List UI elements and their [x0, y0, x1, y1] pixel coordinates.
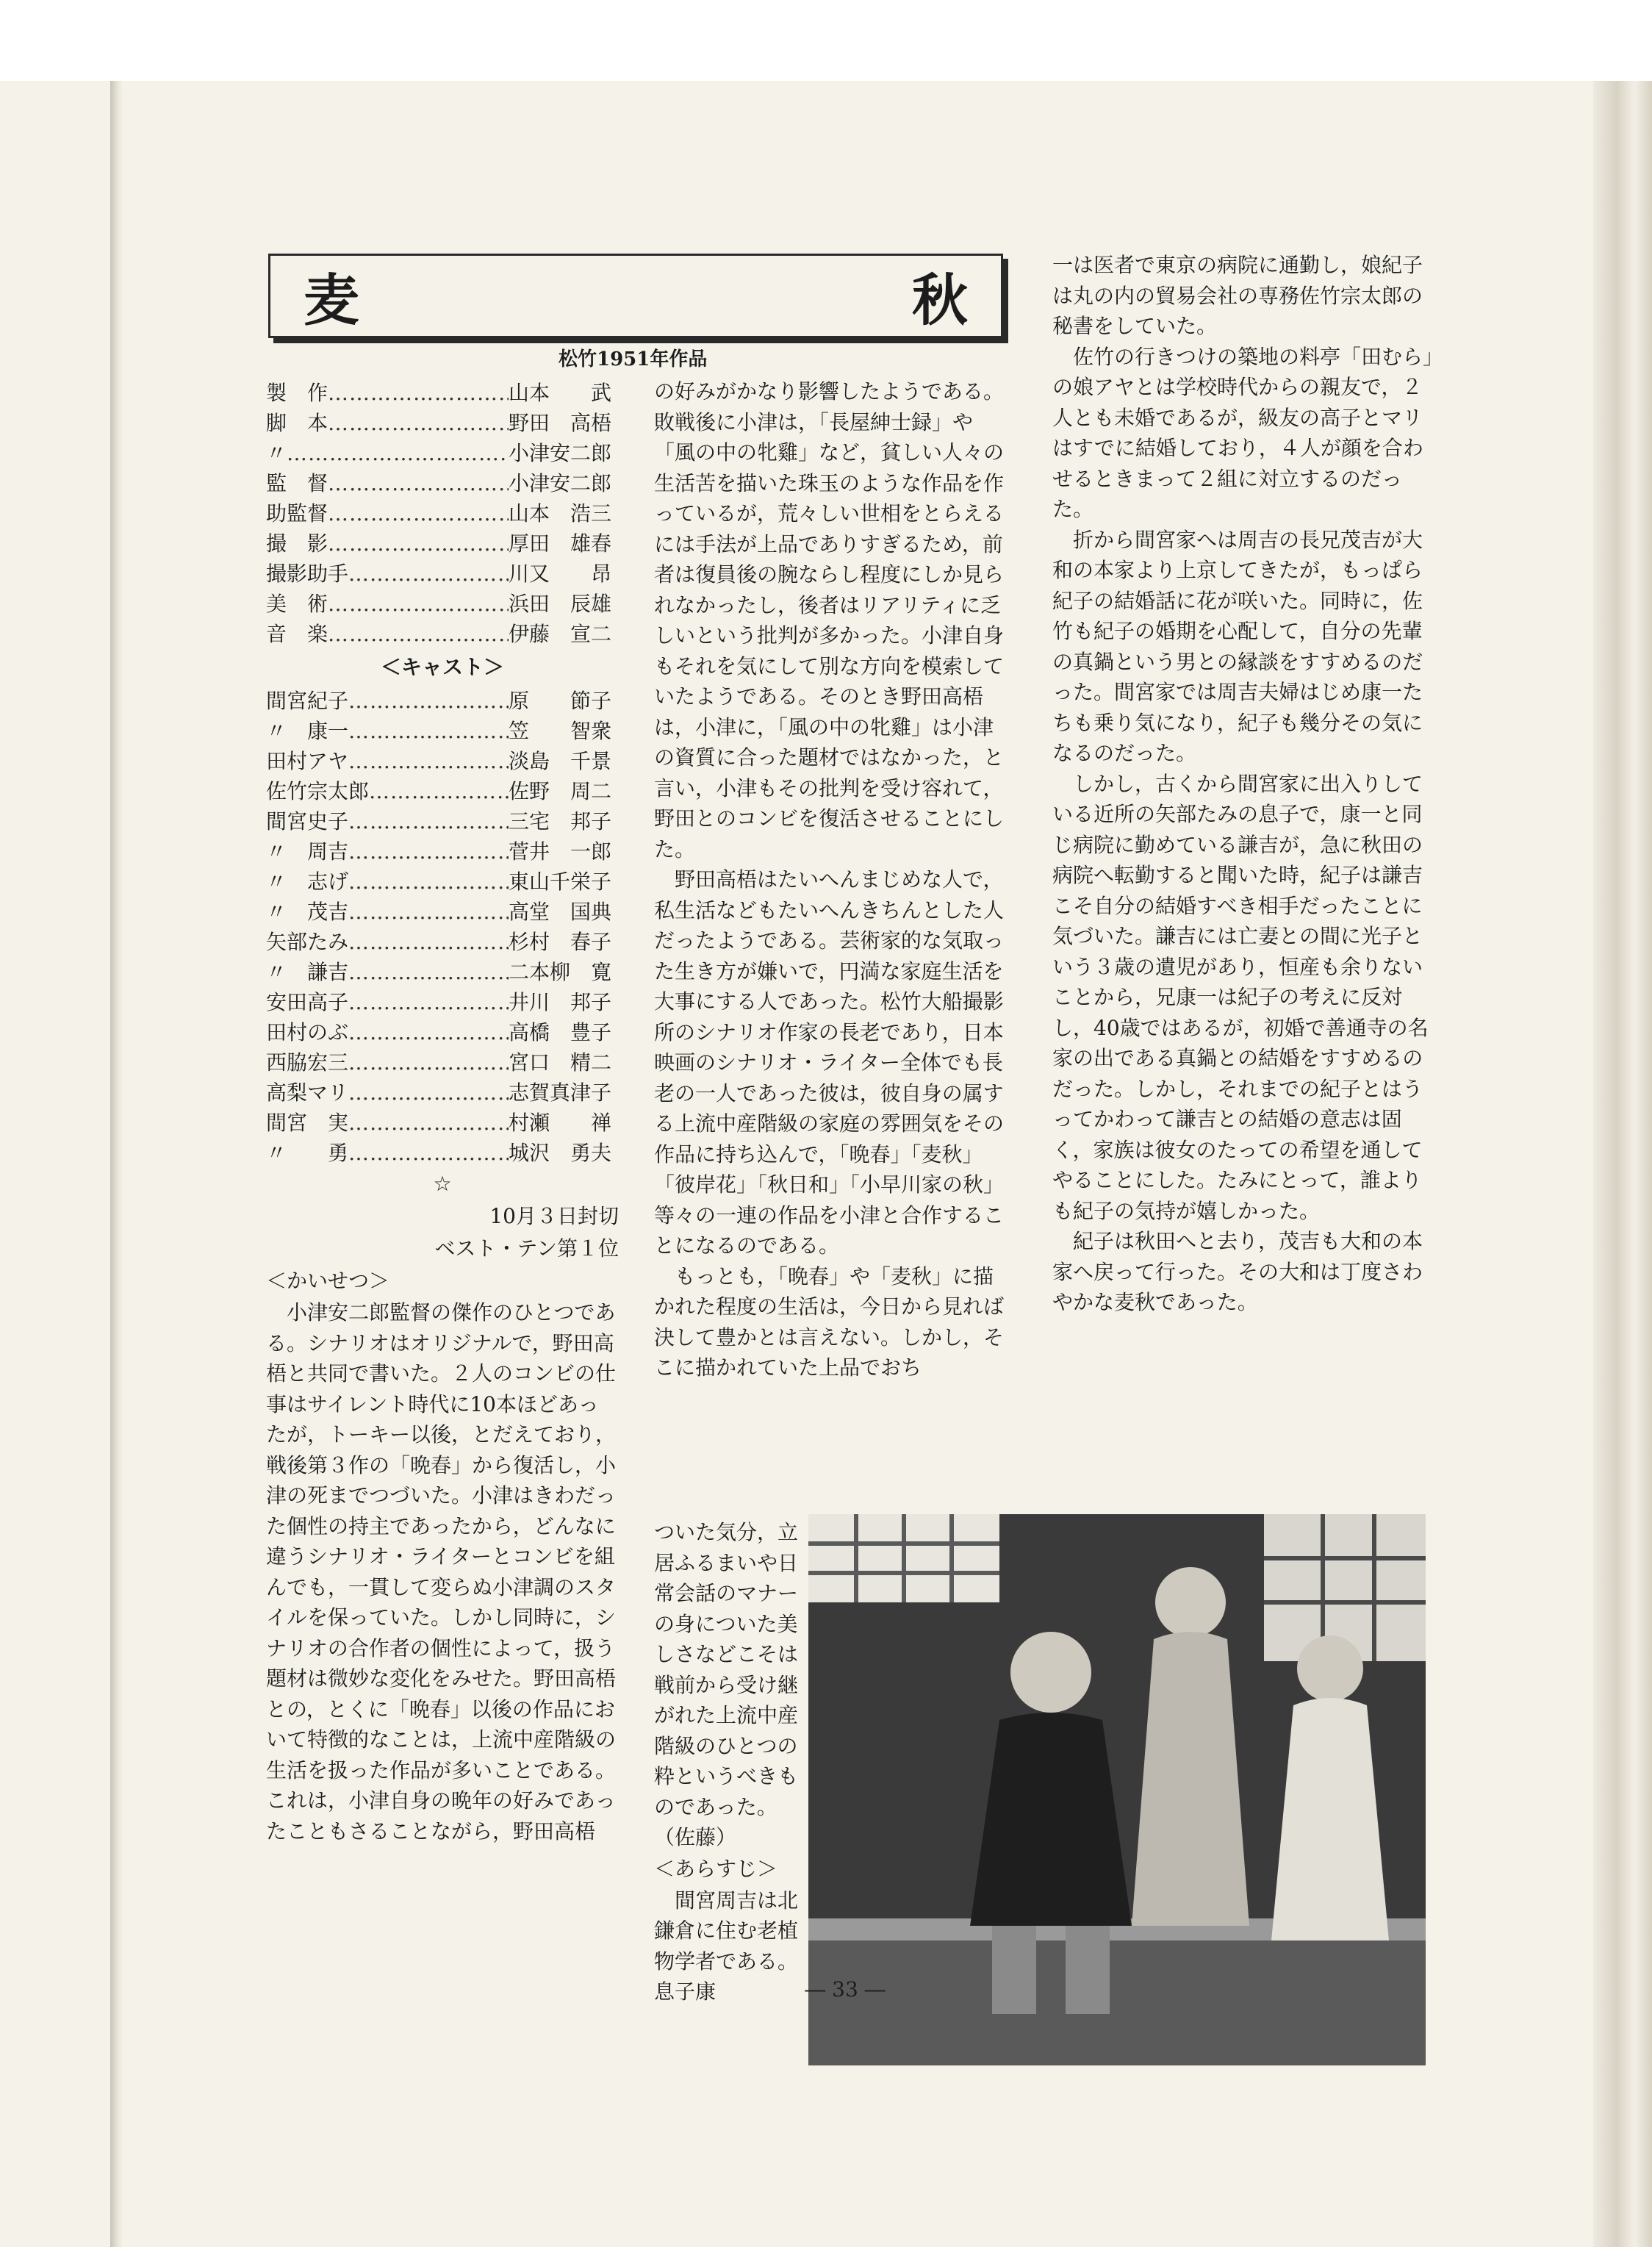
cast-role: 〃 茂吉	[266, 900, 349, 924]
cast-role: 田村のぶ	[266, 1020, 349, 1044]
synopsis-p2: 佐竹の行きつけの築地の料亭「田むら」の娘アヤとは学校時代からの親友で，２人とも未婚であるが，級友の高子とマリはすでに結婚しており，４人が顔を合わせるときまって２組に対立するのだった。	[1052, 344, 1434, 521]
commentary-heading: ＜かいせつ＞	[266, 1269, 390, 1293]
synopsis-heading: ＜あらすじ＞	[654, 1856, 778, 1881]
credit-role: 監 督	[266, 471, 328, 495]
cast-row	[266, 957, 619, 987]
cast-row	[266, 1108, 619, 1138]
credit-row	[266, 559, 619, 589]
commentary-narrow-text: ついた気分，立居ふるまいや日常会話のマナーの身についた美しさなどこそは戦前から受け継がれた上流中産階級のひとつの粋というべきものであった。（佐藤）	[654, 1520, 799, 1849]
synopsis-p3: 折から間宮家へは周吉の長兄茂吉が大和の本家より上京してきたが，もっぱら紀子の結婚話に花が咲いた。同時に，佐竹も紀子の婚期を心配して，自分の先輩の真鍋という男との縁談をすすめるのだった。間宮家では周吉夫婦はじめ康一たちも乗り気になり，紀子も幾分その気になるのだった。	[1052, 527, 1423, 765]
credit-row	[266, 438, 619, 468]
credit-row	[266, 408, 619, 438]
cast-name: 城沢 勇夫	[509, 1141, 612, 1165]
cast-role: 佐竹宗太郎	[266, 779, 370, 803]
cast-row	[266, 686, 619, 716]
credit-role: 撮 影	[266, 531, 328, 556]
credit-row	[266, 619, 619, 649]
column-2-narrow	[654, 1517, 801, 2007]
credit-role: 美 術	[266, 592, 328, 616]
cast-name: 淡島 千景	[509, 749, 612, 773]
credit-name: 小津安二郎	[509, 471, 612, 495]
credit-role: 〃	[266, 441, 287, 465]
cast-role: 間宮 実	[266, 1111, 349, 1135]
page-number: ― 33 ―	[805, 1977, 886, 2001]
commentary-col2-p1: の好みがかなり影響したようである。敗戦後に小津は，「長屋紳士録」や「風の中の牝雞」など，貧しい人々の生活苦を描いた珠玉のような作品を作っているが，荒々しい世相をとらえるには手法が上品でありすぎるため，前者は復員後の腕ならし程度にしか見られなかったし，後者はリアリティに乏しいという批判が多かった。小津自身もそれを気にして別な方向を模索していたようである。そのとき野田高梧は，小津に，「風の中の牝雞」は小津の資質に合った題材ではなかった，と言い，小津もその批判を受け容れて，野田とのコンビを復活させることにした。	[654, 379, 1005, 861]
title-char-1: 麦	[304, 268, 359, 333]
cast-role: 〃 康一	[266, 719, 349, 743]
ranking: ベスト・テン第１位	[434, 1236, 619, 1261]
credit-name: 山本 武	[509, 381, 612, 405]
commentary-col2-p2: 野田高梧はたいへんまじめな人で，私生活などもたいへんきちんとした人だったようである。芸術家的な気取った生き方が嫌いで，円満な家庭生活を大事にする人であった。松竹大船撮影所のシナリオ作家の長老であり，日本映画のシナリオ・ライター全体でも長老の一人であった彼は，彼自身の属する上流中産階級の家庭の雰囲気をその作品に持ち込んで，「晩春」「麦秋」「彼岸花」「秋日和」「小早川家の秋」等々の一連の作品を小津と合作することになるのである。	[654, 867, 1005, 1258]
synopsis-narrow-text: 間宮周吉は北鎌倉に住む老植物学者である。息子康	[654, 1888, 799, 2004]
cast-role: 田村アヤ	[266, 749, 349, 773]
credit-role: 製 作	[266, 381, 328, 405]
cast-name: 村瀬 禅	[509, 1111, 612, 1135]
cast-name: 菅井 一郎	[509, 839, 612, 864]
cast-row	[266, 987, 619, 1017]
cast-row	[266, 927, 619, 957]
credit-name: 浜田 辰雄	[509, 592, 612, 616]
cast-role: 高梨マリ	[266, 1081, 349, 1105]
page-binding	[110, 81, 123, 2247]
cast-name: 高橋 豊子	[509, 1020, 612, 1044]
cast-name: 三宅 邦子	[509, 809, 612, 834]
credit-name: 山本 浩三	[509, 501, 612, 526]
cast-row	[266, 897, 619, 927]
cast-role: 〃 周吉	[266, 839, 349, 864]
credit-row	[266, 528, 619, 559]
cast-role: 間宮紀子	[266, 689, 349, 713]
synopsis-p1: 一は医者で東京の病院に通勤し，娘紀子は丸の内の貿易会社の専務佐竹宗太郎の秘書をしていた。	[1052, 253, 1423, 338]
cast-name: 原 節子	[509, 689, 612, 713]
credit-role: 音 楽	[266, 622, 328, 646]
cast-role: 〃 謙吉	[266, 960, 349, 984]
cast-row	[266, 1017, 619, 1047]
title-char-2: 秋	[912, 268, 968, 333]
synopsis-p5: 紀子は秋田へと去り，茂吉も大和の本家へ戻って行った。その大和は丁度さわやかな麦秋であった。	[1052, 1229, 1423, 1314]
credit-row	[266, 468, 619, 498]
page-edge	[1593, 81, 1652, 2247]
cast-name: 笠 智衆	[509, 719, 612, 743]
cast-row	[266, 746, 619, 776]
credit-name: 野田 高梧	[509, 411, 612, 435]
credit-name: 厚田 雄春	[509, 531, 612, 556]
cast-name: 東山千栄子	[509, 870, 612, 894]
credit-role: 助監督	[266, 501, 328, 526]
credit-name: 川又 昂	[509, 562, 612, 586]
cast-role: 〃 志げ	[266, 870, 349, 894]
cast-role: 西脇宏三	[266, 1050, 349, 1075]
credit-row	[266, 589, 619, 619]
cast-row	[266, 1138, 619, 1168]
cast-name: 宮口 精二	[509, 1050, 612, 1075]
cast-role: 安田高子	[266, 990, 349, 1014]
cast-role: 矢部たみ	[266, 930, 349, 954]
cast-name: 杉村 春子	[509, 930, 612, 954]
credit-row	[266, 498, 619, 528]
commentary-col2-p3: もっとも，「晩春」や「麦秋」に描かれた程度の生活は，今日から見れば決して豊かとは言えない。しかし，そこに描かれていた上品でおち	[654, 1264, 1005, 1380]
commentary-col1-text: 小津安二郎監督の傑作のひとつである。シナリオはオリジナルで，野田高梧と共同で書いた。２人のコンビの仕事はサイレント時代に10本ほどあったが，トーキー以後，とだえており，戦後第３作の「晩春」から復活し，小津の死までつづいた。小津はきわだった個性の持主であったから，どんなに違うシナリオ・ライターとコンビを組んでも，一貫して変らぬ小津調のスタイルを保っていた。しかし同時に，シナリオの合作者の個性によって，扱う題材は微妙な変化をみせた。野田高梧との，とくに「晩春」以後の作品において特徴的なことは，上流中産階級の生活を扱った作品が多いことである。これは，小津自身の晩年の好みであったこともさることながら，野田高梧	[266, 1300, 617, 1843]
cast-row	[266, 716, 619, 746]
synopsis-p4: しかし，古くから間宮家に出入りしている近所の矢部たみの息子で，康一と同じ病院に勤めている謙吉が，急に秋田の病院へ転勤すると聞いた時，紀子は謙吉こそ自分の結婚すべき相手だったことに気づいた。謙吉には亡妻との間に光子という３歳の遺児があり，恒産も余りないことから，兄康一は紀子の考えに反対し，40歳ではあるが，初婚で善通寺の名家の出である真鍋との結婚をすすめるのだった。しかし，それまでの紀子とはうってかわって謙吉との結婚の意志は固く，家族は彼女のたっての希望を通してやることにした。たみにとって，誰よりも紀子の気持が嬉しかった。	[1052, 771, 1429, 1223]
release-date: 10月３日封切	[489, 1204, 619, 1228]
cast-row	[266, 1078, 619, 1108]
credit-name: 小津安二郎	[509, 441, 612, 465]
star-divider: ☆	[433, 1172, 452, 1196]
credits-list	[266, 378, 619, 1846]
cast-row	[266, 867, 619, 897]
subtitle: 松竹1951年作品	[559, 348, 708, 370]
credit-role: 脚 本	[266, 411, 328, 435]
cast-name: 佐野 周二	[509, 779, 612, 803]
cast-name: 高堂 国典	[509, 900, 612, 924]
cast-role: 〃 勇	[266, 1141, 349, 1165]
cast-row	[266, 1047, 619, 1078]
cast-heading: ＜キャスト＞	[380, 655, 504, 679]
cast-row	[266, 836, 619, 867]
credit-role: 撮影助手	[266, 562, 349, 586]
cast-name: 井川 邦子	[509, 990, 612, 1014]
cast-role: 間宮史子	[266, 809, 349, 834]
cast-row	[266, 806, 619, 836]
column-3	[1052, 250, 1434, 1318]
cast-name: 二本柳 寛	[509, 960, 612, 984]
cast-row	[266, 776, 619, 806]
credit-name: 伊藤 宣二	[509, 622, 612, 646]
credit-row	[266, 378, 619, 408]
title-box	[268, 254, 1003, 338]
column-2	[654, 376, 1007, 1383]
cast-name: 志賀真津子	[509, 1081, 612, 1105]
